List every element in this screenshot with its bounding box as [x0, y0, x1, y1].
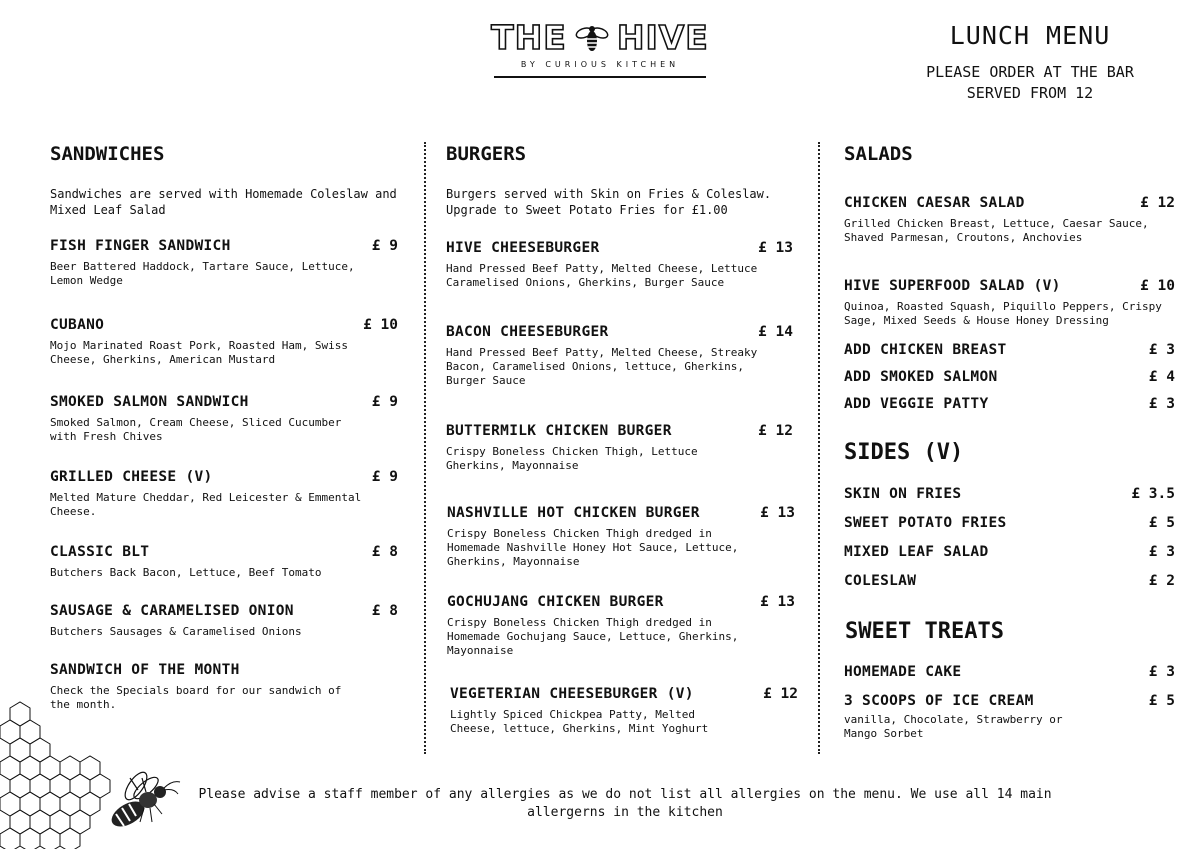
item-name: SMOKED SALMON SANDWICH	[50, 394, 249, 410]
item-name: BACON CHEESEBURGER	[446, 324, 609, 340]
addon-price: £ 3	[1148, 396, 1175, 412]
side-item	[844, 515, 1175, 531]
section-title-sandwiches: SANDWICHES	[50, 143, 165, 165]
item-price: £ 10	[363, 317, 398, 333]
section-title-salads: SALADS	[844, 143, 913, 165]
item-price: £ 9	[371, 469, 398, 485]
menu-item	[446, 324, 793, 388]
item-price: £ 12	[763, 686, 798, 702]
item-description: Crispy Boneless Chicken Thigh dredged in Homemade Nashville Honey Hot Sauce, Lettuce, Gherkins, Mayonnaise	[447, 527, 739, 568]
item-description: Beer Battered Haddock, Tartare Sauce, Lettuce, Lemon Wedge	[50, 260, 355, 287]
menu-item	[844, 693, 1175, 741]
order-note: PLEASE ORDER AT THE BAR	[926, 63, 1134, 81]
menu-item	[50, 238, 398, 288]
item-description: Lightly Spiced Chickpea Patty, Melted Cheese, lettuce, Gherkins, Mint Yoghurt	[450, 708, 709, 735]
item-price: £ 5	[1148, 515, 1175, 531]
item-name: HIVE SUPERFOOD SALAD (V)	[844, 278, 1061, 294]
menu-item	[50, 317, 398, 367]
bee-icon	[575, 21, 609, 55]
section-title-sweet-treats: SWEET TREATS	[845, 619, 1004, 644]
logo	[488, 18, 712, 80]
item-price: £ 9	[371, 238, 398, 254]
item-name: SWEET POTATO FRIES	[844, 515, 1007, 531]
item-price: £ 14	[758, 324, 793, 340]
item-name: CHICKEN CAESAR SALAD	[844, 195, 1025, 211]
item-name: SANDWICH OF THE MONTH	[50, 662, 240, 678]
item-description: Quinoa, Roasted Squash, Piquillo Peppers, Crispy Sage, Mixed Seeds & House Honey Dressing	[844, 300, 1162, 327]
addon-price: £ 3	[1148, 342, 1175, 358]
menu-item	[447, 505, 795, 569]
column-divider	[818, 142, 820, 754]
item-price: £ 12	[758, 423, 793, 439]
item-description: Mojo Marinated Roast Pork, Roasted Ham, Swiss Cheese, Gherkins, American Mustard	[50, 339, 349, 366]
item-description: Smoked Salmon, Cream Cheese, Sliced Cucumber with Fresh Chives	[50, 416, 342, 443]
item-name: SKIN ON FRIES	[844, 486, 962, 502]
menu-item	[844, 278, 1175, 328]
addon-name: ADD VEGGIE PATTY	[844, 396, 989, 412]
item-description: Melted Mature Cheddar, Red Leicester & Emmental Cheese.	[50, 491, 362, 518]
logo-subtitle: BY CURIOUS KITCHEN	[520, 60, 680, 69]
logo-word-hive: HIVE	[616, 18, 709, 57]
item-price: £ 2	[1148, 573, 1175, 589]
menu-item	[844, 664, 1175, 680]
allergy-notice: Please advise a staff member of any allergies as we do not list all allergies on the menu. We use all 14 main allergerns in the kitchen	[198, 787, 1052, 820]
logo-word-the: THE	[491, 18, 567, 57]
item-name: GRILLED CHEESE (V)	[50, 469, 213, 485]
item-price: £ 5	[1148, 693, 1175, 709]
column-divider	[424, 142, 426, 754]
item-name: COLESLAW	[844, 573, 917, 589]
item-description: Hand Pressed Beef Patty, Melted Cheese, Streaky Bacon, Caramelised Onions, lettuce, Gherkins, Burger Sauce	[446, 346, 758, 387]
menu-item	[446, 240, 793, 290]
item-name: NASHVILLE HOT CHICKEN BURGER	[447, 505, 700, 521]
item-price: £ 3	[1148, 544, 1175, 560]
section-intro-burgers: Burgers served with Skin on Fries & Coleslaw. Upgrade to Sweet Potato Fries for £1.00	[446, 187, 772, 217]
side-item	[844, 486, 1175, 502]
item-description: Crispy Boneless Chicken Thigh, Lettuce Gherkins, Mayonnaise	[446, 445, 698, 472]
menu-item	[450, 686, 798, 736]
item-name: CUBANO	[50, 317, 105, 333]
menu-item	[844, 195, 1175, 245]
item-description: vanilla, Chocolate, Strawberry or Mango Sorbet	[844, 713, 1063, 740]
addon-item	[844, 396, 1175, 412]
logo-underline	[494, 76, 706, 78]
item-description: Butchers Sausages & Caramelised Onions	[50, 625, 302, 638]
item-price: £ 10	[1140, 278, 1175, 294]
item-description: Check the Specials board for our sandwich of the month.	[50, 684, 342, 711]
menu-title: LUNCH MENU	[949, 21, 1111, 50]
item-price: £ 3	[1148, 664, 1175, 680]
item-description: Grilled Chicken Breast, Lettuce, Caesar Sauce, Shaved Parmesan, Croutons, Anchovies	[844, 217, 1149, 244]
item-price: £ 9	[371, 394, 398, 410]
item-description: Crispy Boneless Chicken Thigh dredged in Homemade Gochujang Sauce, Lettuce, Gherkins, Mayonnaise	[447, 616, 739, 657]
item-name: FISH FINGER SANDWICH	[50, 238, 231, 254]
section-title-burgers: BURGERS	[446, 143, 527, 165]
menu-item	[446, 423, 793, 473]
addon-item	[844, 342, 1175, 358]
item-name: MIXED LEAF SALAD	[844, 544, 989, 560]
served-note: SERVED FROM 12	[966, 84, 1094, 102]
side-item	[844, 544, 1175, 560]
section-title-sides: SIDES (V)	[844, 440, 964, 465]
item-description: Butchers Back Bacon, Lettuce, Beef Tomato	[50, 566, 322, 579]
addon-price: £ 4	[1148, 369, 1175, 385]
item-name: SAUSAGE & CARAMELISED ONION	[50, 603, 294, 619]
addon-name: ADD SMOKED SALMON	[844, 369, 998, 385]
item-price: £ 13	[760, 594, 795, 610]
item-price: £ 13	[758, 240, 793, 256]
menu-item	[447, 594, 795, 658]
side-item	[844, 573, 1175, 589]
item-price: £ 8	[371, 544, 398, 560]
item-name: HIVE CHEESEBURGER	[446, 240, 600, 256]
item-price: £ 12	[1140, 195, 1175, 211]
item-name: CLASSIC BLT	[50, 544, 150, 560]
addon-name: ADD CHICKEN BREAST	[844, 342, 1007, 358]
menu-item	[50, 469, 398, 519]
item-name: VEGETERIAN CHEESEBURGER (V)	[450, 686, 694, 702]
addon-item	[844, 369, 1175, 385]
item-description: Hand Pressed Beef Patty, Melted Cheese, Lettuce Caramelised Onions, Gherkins, Burger Sauce	[446, 262, 758, 289]
bee-illustration-icon	[98, 764, 188, 840]
menu-item	[50, 603, 398, 639]
menu-item	[50, 394, 398, 444]
item-price: £ 8	[371, 603, 398, 619]
menu-header	[910, 20, 1150, 104]
section-intro-sandwiches: Sandwiches are served with Homemade Coleslaw and Mixed Leaf Salad	[50, 187, 397, 217]
item-price: £ 13	[760, 505, 795, 521]
item-name: HOMEMADE CAKE	[844, 664, 962, 680]
item-price: £ 3.5	[1131, 486, 1175, 502]
menu-item	[50, 544, 398, 580]
item-name: GOCHUJANG CHICKEN BURGER	[447, 594, 664, 610]
item-name: 3 SCOOPS OF ICE CREAM	[844, 693, 1034, 709]
item-name: BUTTERMILK CHICKEN BURGER	[446, 423, 672, 439]
